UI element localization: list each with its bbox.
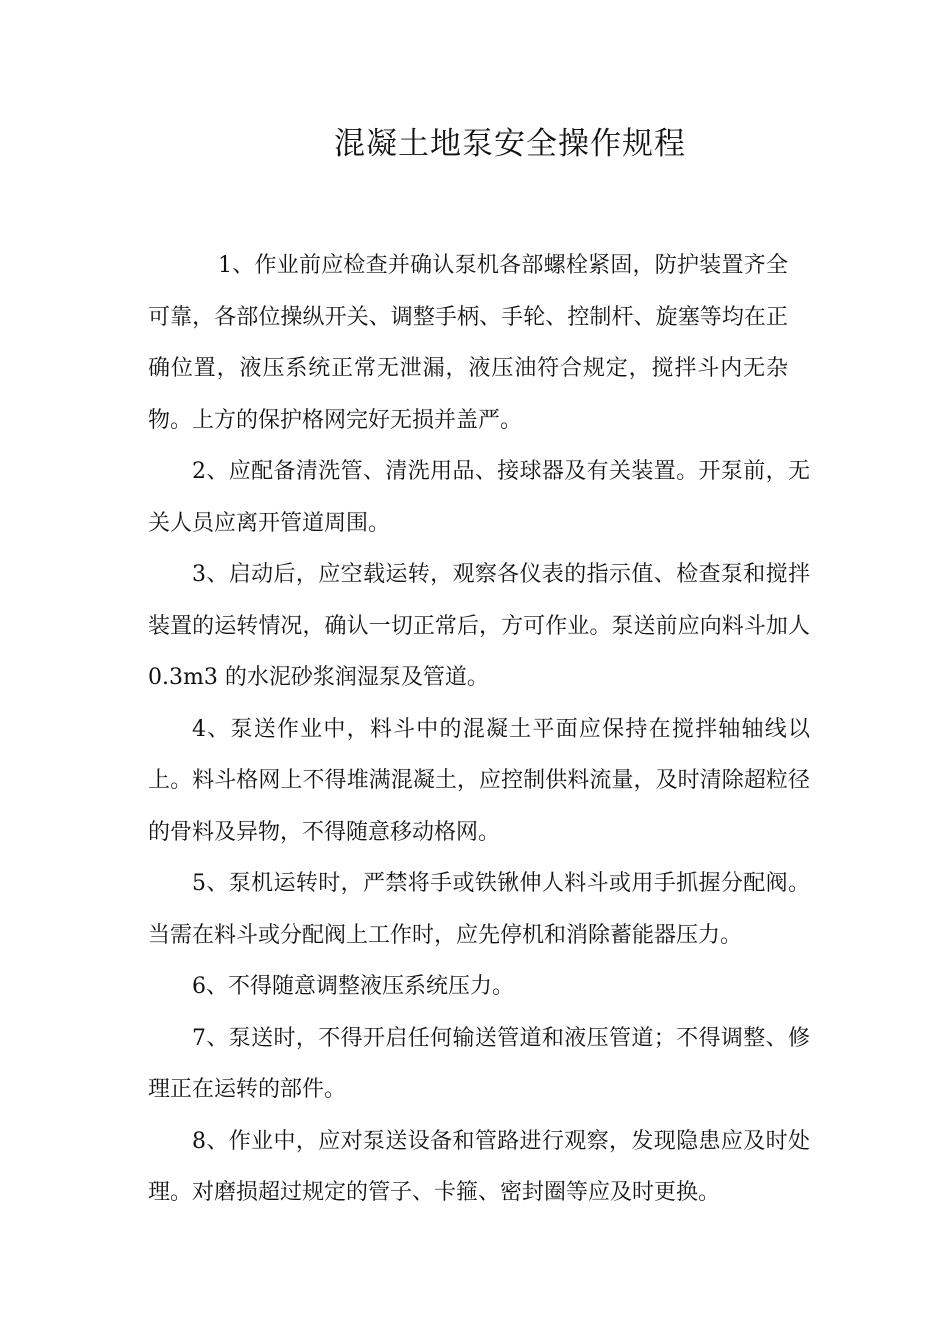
paragraph-1: 1、作业前应检查并确认泵机各部螺栓紧固，防护装置齐全可靠，各部位操纵开关、调整手柄、手轮、控制杆、旋塞等均在正确位置，液压系统正常无泄漏，液压油符合规定，搅拌斗内无杂物。上方的保护格网完好无损并盖严。 [148, 253, 788, 433]
document-title: 混凝土地泵安全操作规程 [334, 126, 686, 162]
paragraph-8: 8、作业中，应对泵送设备和管路进行观察，发现隐患应及时处理。对磨损超过规定的管子、卡箍、密封圈等应及时更换。 [148, 1128, 810, 1205]
paragraph-7: 7、泵送时，不得开启任何输送管道和液压管道；不得调整、修理正在运转的部件。 [148, 1025, 810, 1102]
document-body [148, 240, 810, 1219]
paragraph-6: 6、不得随意调整液压系统压力。 [192, 974, 514, 999]
paragraph-5: 5、泵机运转时，严禁将手或铁锹伸人料斗或用手抓握分配阀。当需在料斗或分配阀上工作时，应先停机和消除蓄能器压力。 [148, 871, 810, 948]
paragraph-4: 4、泵送作业中，料斗中的混凝土平面应保持在搅拌轴轴线以上。料斗格网上不得堆满混凝土，应控制供料流量，及时清除超粒径的骨料及异物，不得随意移动格网。 [148, 716, 810, 845]
paragraph-3: 3、启动后，应空载运转，观察各仪表的指示值、检查泵和搅拌装置的运转情况，确认一切正常后，方可作业。泵送前应向料斗加人 0.3m3 的水泥砂浆润湿泵及管道。 [148, 562, 810, 690]
paragraph-2: 2、应配备清洗管、清洗用品、接球器及有关装置。开泵前，无关人员应离开管道周围。 [148, 459, 810, 536]
